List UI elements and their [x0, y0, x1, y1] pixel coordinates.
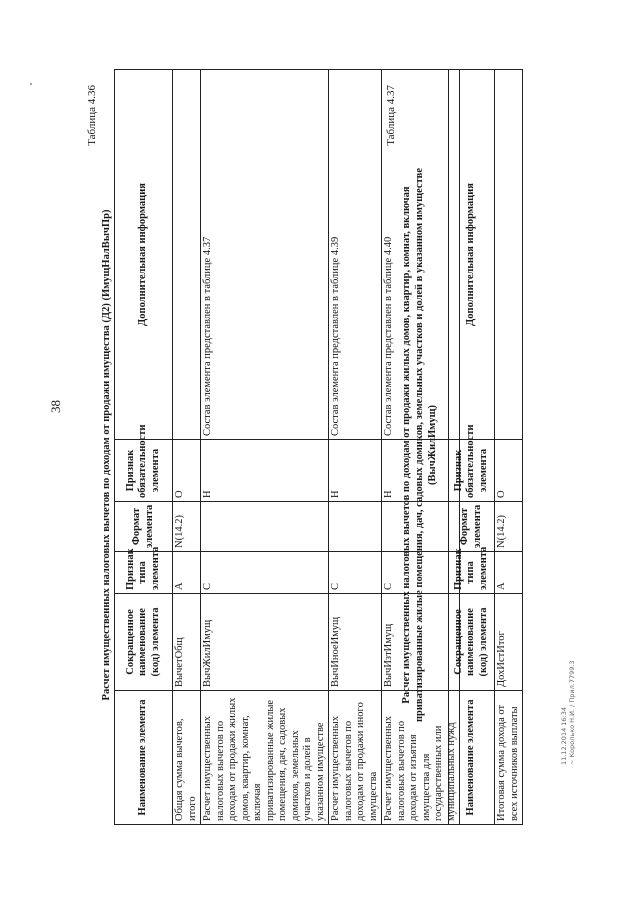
table-1-header-cell: Дополнительная информация [115, 70, 173, 440]
table-cell: N(14.2) [495, 502, 523, 552]
table-cell: О [173, 440, 201, 502]
table-cell: А [495, 552, 523, 594]
table-2-title-line: Расчет имущественных налоговых вычетов по доходам от продажи жилых домов, квартир, комнат, включая [401, 186, 412, 704]
scan-speck [30, 83, 32, 85]
table-cell: Общая сумма вычетов, итого [173, 691, 201, 825]
table-2-header-cell: Сокращенное наименование (код) элемента [449, 594, 495, 691]
table-cell: ВычетОбщ [173, 594, 201, 691]
table-1-label: Таблица 4.36 [86, 85, 98, 146]
table-cell [201, 502, 329, 552]
table-2 [448, 69, 523, 825]
table-cell: С [201, 552, 329, 594]
table-2-title-line: приватизированные жилые помещения, дач, садовых домиков, земельных участков и долей в указанном имуществе [414, 167, 425, 723]
table-1-header-row [115, 70, 173, 825]
table-2-header-cell: Формат элемента [449, 502, 495, 552]
table-row [329, 70, 382, 825]
table-cell: С [329, 552, 382, 594]
table-cell: ВычИзтИмущ [382, 594, 460, 691]
table-2-header-cell: Дополнительная информация [449, 70, 495, 440]
table-cell [495, 70, 523, 440]
table-2-title-line: (ВычЖилИмущ) [427, 405, 438, 485]
table-row [201, 70, 329, 825]
print-stamp-line: 11.12.2014 16:34 [560, 706, 568, 765]
print-stamp-line: ~ Королько Н.И. / Прил.7799.3 [568, 660, 576, 765]
table-cell: С [382, 552, 460, 594]
table-cell: ВычИноеИмущ [329, 594, 382, 691]
table-2-header-cell: Признак обязательности элемента [449, 440, 495, 502]
table-cell: N(14.2) [173, 502, 201, 552]
table-1-header-cell: Формат элемента [115, 502, 173, 552]
table-1-header-cell: Признак типа элемента [115, 552, 173, 594]
table-cell: Расчет имущественных налоговых вычетов по доходам от продажи жилых домов, квартир, комнат, включая приватизированные жилые помещения, дач, садовых домиков, земельных участков и долей в указанном имуществе [201, 691, 329, 825]
table-2-header-cell: Признак типа элемента [449, 552, 495, 594]
table-cell [329, 502, 382, 552]
table-cell: ВычЖилИмущ [201, 594, 329, 691]
table-row [173, 70, 201, 825]
table-cell: Итоговая сумма дохода от всех источников выплаты [495, 691, 523, 825]
table-cell: О [495, 440, 523, 502]
table-cell: Н [329, 440, 382, 502]
table-2-label: Таблица 4.37 [385, 85, 397, 146]
page-number: 38 [48, 400, 63, 413]
table-cell: Расчет имущественных налоговых вычетов по доходам от продажи иного имущества [329, 691, 382, 825]
print-stamp [560, 660, 576, 765]
table-cell: Состав элемента представлен в таблице 4.39 [329, 70, 382, 440]
table-1-header-cell: Сокращенное наименование (код) элемента [115, 594, 173, 691]
table-cell: ДохИстИтог [495, 594, 523, 691]
table-cell: Н [382, 440, 460, 502]
table-cell: А [173, 552, 201, 594]
table-1-header-cell: Наименование элемента [115, 691, 173, 825]
table-2-header-row [449, 70, 495, 825]
table-2-header-cell: Наименование элемента [449, 691, 495, 825]
table-cell: Н [201, 440, 329, 502]
table-1-title: Расчет имущественных налоговых вычетов по доходам от продажи имущества (Д2) (ИмущНалВычПр) [101, 209, 112, 701]
table-row [495, 70, 523, 825]
table-cell [173, 70, 201, 440]
table-cell: Состав элемента представлен в таблице 4.37 [201, 70, 329, 440]
table-2-title [400, 75, 439, 815]
table-cell: Расчет имущественных налоговых вычетов по доходам от изъятия имущества для государственных или муниципальных нужд [382, 691, 460, 825]
table-1-header-cell: Признак обязательности элемента [115, 440, 173, 502]
table-cell: Состав элемента представлен в таблице 4.40 [382, 70, 460, 440]
